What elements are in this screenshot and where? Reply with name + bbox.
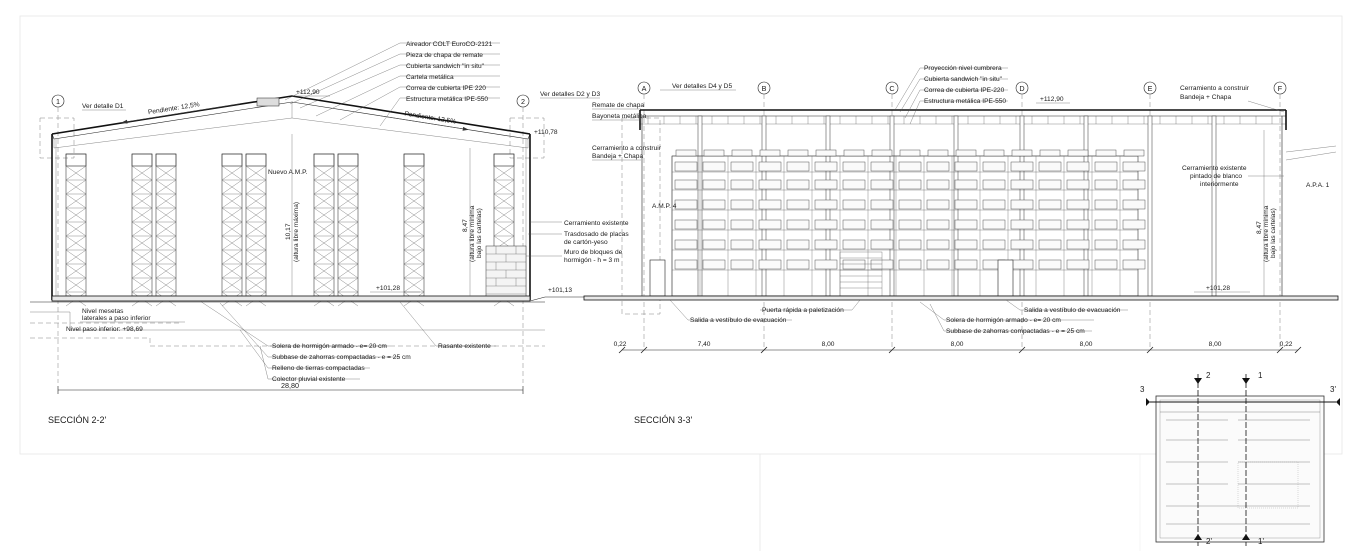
axis-F-label: F (1277, 84, 1283, 93)
axis-D-label: D (1019, 84, 1025, 93)
callout-cubierta-insitu: Cubierta sandwich "in situ" (924, 76, 1002, 83)
rack-frame (156, 154, 176, 306)
height-min-note-2: bajo las cartelas) (476, 208, 483, 258)
section-3-title: SECCIÓN 3-3' (634, 415, 693, 425)
label-apa-1: A.P.A. 1 (1306, 182, 1330, 189)
axis-E-label: E (1147, 84, 1153, 93)
overall-dimension: 28,80 (281, 381, 299, 390)
rack-frame (338, 154, 358, 306)
rack-frame (404, 154, 424, 306)
callout-cubierta: Cubierta sandwich "in situ" (406, 63, 484, 70)
note-salida-vestibulo-left: Salida a vestíbulo de evacuación (690, 317, 787, 324)
exterior-level: +101,13 (548, 287, 573, 294)
height-min-value: 8,47 (462, 219, 469, 232)
note-trasdosado: Trasdosado de placas (564, 231, 629, 238)
note-solera: Solera de hormigón armado - e= 20 cm (272, 343, 387, 350)
slope-left-label: Pendiente: 12,5% (147, 101, 201, 117)
dimension-label: 8,00 (821, 341, 835, 348)
note-cerramiento-existente: Cerramiento existente (564, 220, 629, 227)
callout-correa: Correa de cubierta IPE 220 (406, 85, 486, 92)
note-colector: Colector pluvial existente (272, 376, 346, 383)
dimension-label: 8,00 (950, 341, 964, 348)
height-min-note-1: (altura libre mínima (469, 205, 476, 262)
keyplan-mark-3: 3 (1140, 385, 1145, 394)
keyplan-mark-2-prime: 2' (1206, 537, 1212, 546)
callout-cartela: Cartela metálica (406, 74, 454, 81)
ref-detalles-d2-d3: Ver detalles D2 y D3 (540, 91, 601, 98)
note-carton-yeso: de cartón-yeso (564, 239, 608, 246)
height-min-note-right-1: (altura libre mínima (1263, 205, 1270, 262)
note-cerramiento-construir-l2: Bandeja + Chapa (592, 153, 644, 160)
keyplan-mark-2: 2 (1206, 371, 1211, 380)
callout-aireador: Aireador COLT EuroCO-2121 (406, 41, 493, 48)
rack-frame (246, 154, 266, 306)
key-plan (1140, 371, 1340, 546)
dimension-label: 0,22 (613, 341, 627, 348)
ridge-level: +112,90 (296, 89, 320, 96)
floor-level-right: +101,28 (1206, 285, 1231, 292)
rack-elevation-group (672, 150, 1145, 296)
note-salida-vestibulo-right: Salida a vestíbulo de evacuación (1024, 307, 1121, 314)
height-max-note: (altura libre máxima) (293, 201, 300, 262)
note-relleno: Relleno de tierras compactadas (272, 365, 365, 372)
dimension-label: 7,40 (697, 341, 711, 348)
height-min-note-right-2: bajo las cartelas) (1270, 208, 1277, 258)
note-solera-right: Solera de hormigón armado - e= 20 cm (946, 317, 1061, 324)
callout-estructura: Estructura metálica IPE-550 (406, 96, 489, 103)
keyplan-mark-1: 1 (1258, 371, 1263, 380)
section-3-3 (584, 65, 1338, 425)
label-amp-4: A.M.P. 4 (652, 203, 677, 210)
keyplan-mark-1-prime: 1' (1258, 537, 1264, 546)
rack-frame (66, 154, 86, 306)
note-hormigon-h3: hormigón - h = 3 m (564, 257, 620, 264)
rack-frame (222, 154, 242, 306)
note-puerta-rapida: Puerta rápida a paletización (762, 307, 844, 314)
axis-A-label: A (641, 84, 647, 93)
note-cerramiento-construir-r1: Cerramiento a construir (1180, 85, 1249, 92)
note-cerramiento-construir-l1: Cerramiento a construir (592, 145, 661, 152)
note-bayoneta: Bayoneta metálica (592, 113, 647, 120)
floor-level-left: +101,28 (376, 285, 401, 292)
callout-pieza-chapa: Pieza de chapa de remate (406, 52, 483, 59)
rack-frame (314, 154, 334, 306)
note-laterales: laterales a paso inferior (82, 315, 151, 322)
dimension-label: 0,22 (1279, 341, 1293, 348)
callout-proyeccion-cumbrera: Proyección nivel cumbrera (924, 65, 1002, 72)
note-cerramiento-construir-r2: Bandeja + Chapa (1180, 94, 1232, 101)
ref-detalles-d4-d5: Ver detalles D4 y D5 (672, 83, 733, 90)
keyplan-mark-3-prime: 3' (1330, 385, 1336, 394)
dimension-label: 8,00 (1079, 341, 1093, 348)
note-cerramiento-existente-r3: interiormente (1200, 181, 1239, 188)
eave-level: +110,78 (534, 129, 558, 136)
callout-correa-ipe220: Correa de cubierta IPE-220 (924, 87, 1005, 94)
height-max-value: 10,17 (285, 223, 292, 240)
axis-1-label: 1 (56, 97, 60, 106)
section-2-2 (30, 41, 629, 425)
axis-C-label: C (889, 84, 895, 93)
space-label-amp: Nuevo A.M.P. (268, 169, 308, 176)
slope-right-label: Pendiente: 12,5% (403, 110, 457, 126)
note-cerramiento-existente-r1: Cerramiento existente (1182, 165, 1247, 172)
ref-detalle-d1: Ver detalle D1 (82, 103, 124, 110)
callout-estructura-ipe550: Estructura metálica IPE-550 (924, 98, 1007, 105)
axis-2-label: 2 (521, 97, 525, 106)
axis-group (638, 82, 1286, 350)
note-subbase: Subbase de zahorras compactadas - e = 25 cm (272, 354, 411, 361)
height-min-value-right: 8,47 (1256, 221, 1263, 234)
dimension-label: 8,00 (1208, 341, 1222, 348)
note-cerramiento-existente-r2: pintado de blanco (1190, 173, 1243, 180)
note-muro-bloques: Muro de bloques de (564, 249, 623, 256)
rack-frame (132, 154, 152, 306)
note-subbase-right: Subbase de zahorras compactadas - e = 25 cm (946, 328, 1085, 335)
note-rasante: Rasante existente (438, 343, 491, 350)
ridge-level-right: +112,90 (1040, 96, 1064, 103)
note-remate-chapa: Remate de chapa (592, 102, 645, 109)
note-nivel-mesetas: Nivel mesetas (82, 308, 124, 315)
section-2-title: SECCIÓN 2-2' (48, 415, 107, 425)
axis-B-label: B (761, 84, 767, 93)
note-nivel-paso-inferior: Nivel paso inferior: +98,69 (66, 326, 143, 333)
